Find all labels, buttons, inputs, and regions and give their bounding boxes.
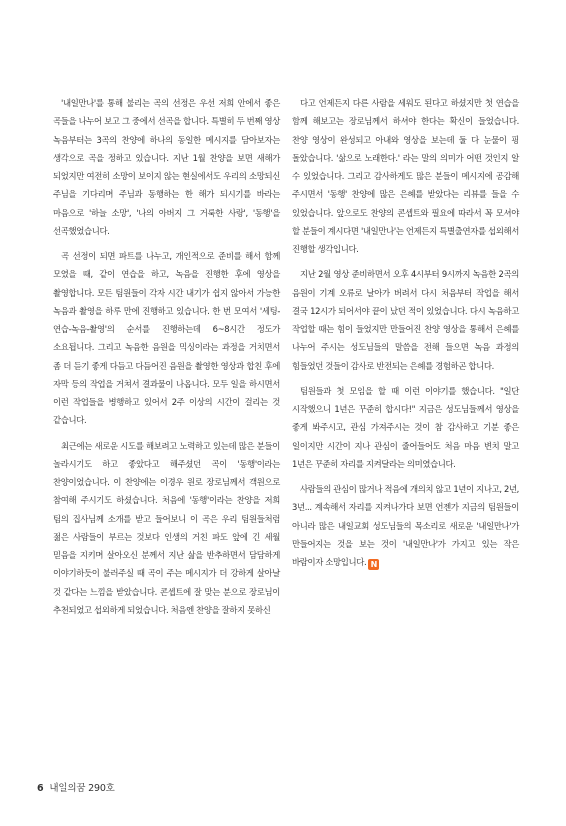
paragraph-first-meeting: 팀원들과 첫 모임을 할 때 이런 이야기를 했습니다. "일단 시작했으니 1년은 꾸준히 합시다!" 지금은 성도님들께서 영상을 좋게 봐주시고, 관심 가져주시는 것이 참 감사하고 기분 좋은 일이지만 시간이 지나 관심이 줄어들어도 처음 마음 변치 말고 1년은 꾸준히 자리를 지켜달라는 의미였습니다. <box>292 385 519 469</box>
closing-text: 사람들의 관심이 많거나 적음에 개의치 않고 1년이 지나고, 2년, 3년... 계속해서 자리를 지켜나가다 보면 언젠가 지금의 팀원들이 아니라 많은 내일교회 성도님들의 목소리로 새로운 '내일만나'가 만들어지는 것을 보는 것이 '내일만나'가 가지고 있는 작은 바람이자 소망입니다. <box>292 484 519 567</box>
left-column <box>53 94 280 626</box>
end-mark-icon: N <box>368 559 379 570</box>
paragraph-closing-hope <box>292 480 519 571</box>
page-footer <box>37 780 115 794</box>
paragraph-recording-mishap: 지난 2월 영상 준비하면서 오후 4시부터 9시까지 녹음한 2곡의 음원이 기계 오류로 날아가 버려서 다시 처음부터 작업을 해서 결국 12시가 되어서야 끝이 났던 적이 있었습니다. 다시 녹음하고 작업할 때는 힘이 들었지만 만들어진 찬양 영상을 통해서 은혜를 나누어 주시는 성도님들의 말씀을 전해 들으면 녹음 과정의 힘들었던 것들이 감사로 반전되는 은혜를 경험하곤 합니다. <box>292 269 519 371</box>
publication-name: 내일의꿈 290호 <box>49 783 115 794</box>
paragraph-donghaeng-story: 최근에는 새로운 시도를 해보려고 노력하고 있는데 많은 분들이 놀라시기도 하고 좋았다고 해주셨던 곡이 '동행'이라는 찬양이었습니다. 이 찬양에는 이경우 원로 장로님께서 객원으로 참여해 주시기도 하셨습니다. 처음에 '동행'이라는 찬양을 저희 팀의 집사님께 소개를 받고 들어보니 이 곡은 우리 팀원들처럼 젊은 사람들이 부르는 것보다 인생의 거친 파도 앞에 긴 세월 믿음을 지키며 살아오신 분께서 지난 삶을 반추하면서 담담하게 이야기하듯이 불러주실 때 곡이 주는 메시지가 더 강하게 살아날 것 같다는 느낌을 받았습니다. 콘셉트에 잘 맞는 분으로 장로님이 추천되었고 섭외하게 되었습니다. 처음엔 찬양을 잘하지 못하신 <box>53 440 280 615</box>
paragraph-elder-participation: 다고 언제든지 다른 사람을 세워도 된다고 하셨지만 첫 연습을 함께 해보고는 장로님께서 하셔야 한다는 확신이 들었습니다. 찬양 영상이 완성되고 아내와 영상을 보는데 둘 다 눈물이 핑 돌았습니다. '삶으로 노래한다.' 라는 말의 의미가 어떤 것인지 알 수 있었습니다. 그리고 감사하게도 많은 분들이 메시지에 공감해 주시면서 '동행' 찬양에 많은 은혜를 받았다는 리뷰를 들을 수 있었습니다. 앞으로도 찬양의 콘셉트와 필요에 따라서 꼭 모셔야 할 분들이 계시다면 '내일만나'는 언제든지 특별출연자를 섭외해서 진행할 생각입니다. <box>292 98 519 254</box>
page-number: 6 <box>37 783 44 794</box>
right-column <box>292 94 519 578</box>
paragraph-production-process: 곡 선정이 되면 파트를 나누고, 개인적으로 준비를 해서 함께 모였을 때, 같이 연습을 하고, 녹음을 진행한 후에 영상을 촬영합니다. 모든 팀원들이 각자 시간 내기가 쉽지 않아서 가능한 녹음과 촬영을 하루 만에 진행하고 있습니다. 한 번 모여서 '세팅-연습-녹음-촬영'의 순서를 진행하는데 6~8시간 정도가 소요됩니다. 그리고 녹음한 음원을 믹싱이라는 과정을 거치면서 좀 더 듣기 좋게 다듬고 다듬어진 음원을 촬영한 영상과 합친 후에 자막 등의 작업을 거쳐서 결과물이 나옵니다. 모두 일을 하시면서 이런 작업들을 병행하고 있어서 2주 이상의 시간이 걸리는 것 같습니다. <box>53 251 280 426</box>
paragraph-song-selection: '내일만나'를 통해 불리는 곡의 선정은 우선 저희 안에서 좋은 곡들을 나누어 보고 그 중에서 선곡을 합니다. 특별히 두 번째 영상 녹음부터는 3곡의 찬양에 하나의 동일한 메시지를 담아보자는 생각으로 곡을 정하고 있습니다. 지난 1월 찬양을 보면 새해가 되었지만 여전히 소망이 보이지 않는 현실에서도 우리의 소망되신 주님을 기다리며 주님과 동행하는 한 해가 되시기를 바라는 마음으로 '하늘 소망', '나의 아버지 그 거룩한 사랑', '동행'을 선곡했었습니다. <box>53 98 280 236</box>
